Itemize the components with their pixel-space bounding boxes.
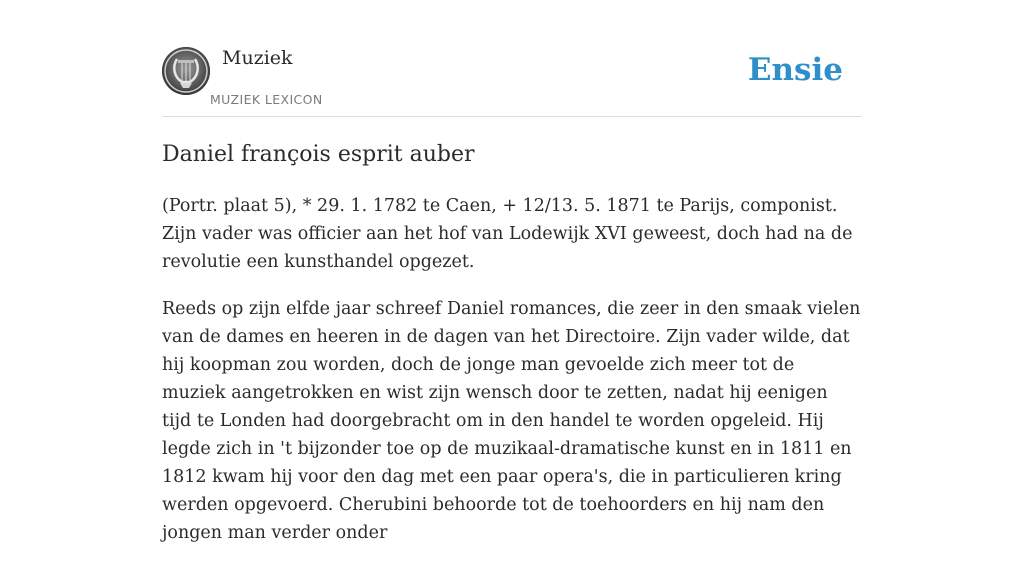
article-paragraph-1: (Portr. plaat 5), * 29. 1. 1782 te Caen, + 12/13. 5. 1871 te Parijs, componist. Zijn vader was officier aan het hof van Lodewijk XVI geweest, doch had na de revolutie een kunsthandel opgezet. — [162, 196, 853, 272]
lyre-emblem-icon — [162, 47, 210, 95]
article-title: Daniel françois esprit auber — [162, 142, 475, 167]
article-body — [162, 192, 862, 566]
article-paragraph-2: Reeds op zijn elfde jaar schreef Daniel romances, die zeer in den smaak vielen van de dames en heeren in de dagen van het Directoire. Zijn vader wilde, dat hij koopman zou worden, doch de jonge man gevoelde zich meer tot de muziek aangetrokken en wist zijn wensch door te zetten, nadat hij eenigen tijd te Londen had doorgebracht om in den handel te worden opgeleid. Hij legde zich in 't bijzonder toe op de muzikaal-dramatische kunst en in 1811 en 1812 kwam hij voor den dag met een paar opera's, die in particulieren kring werden opgevoerd. Cherubini behoorde tot de toehoorders en hij nam den jongen man verder onder — [162, 299, 861, 543]
lexicon-avatar[interactable] — [162, 47, 210, 95]
ensie-logo[interactable]: Ensie — [747, 52, 843, 88]
lexicon-header — [162, 46, 862, 117]
lexicon-name[interactable]: Muziek — [222, 47, 293, 69]
lexicon-subtitle[interactable]: MUZIEK LEXICON — [210, 92, 323, 107]
